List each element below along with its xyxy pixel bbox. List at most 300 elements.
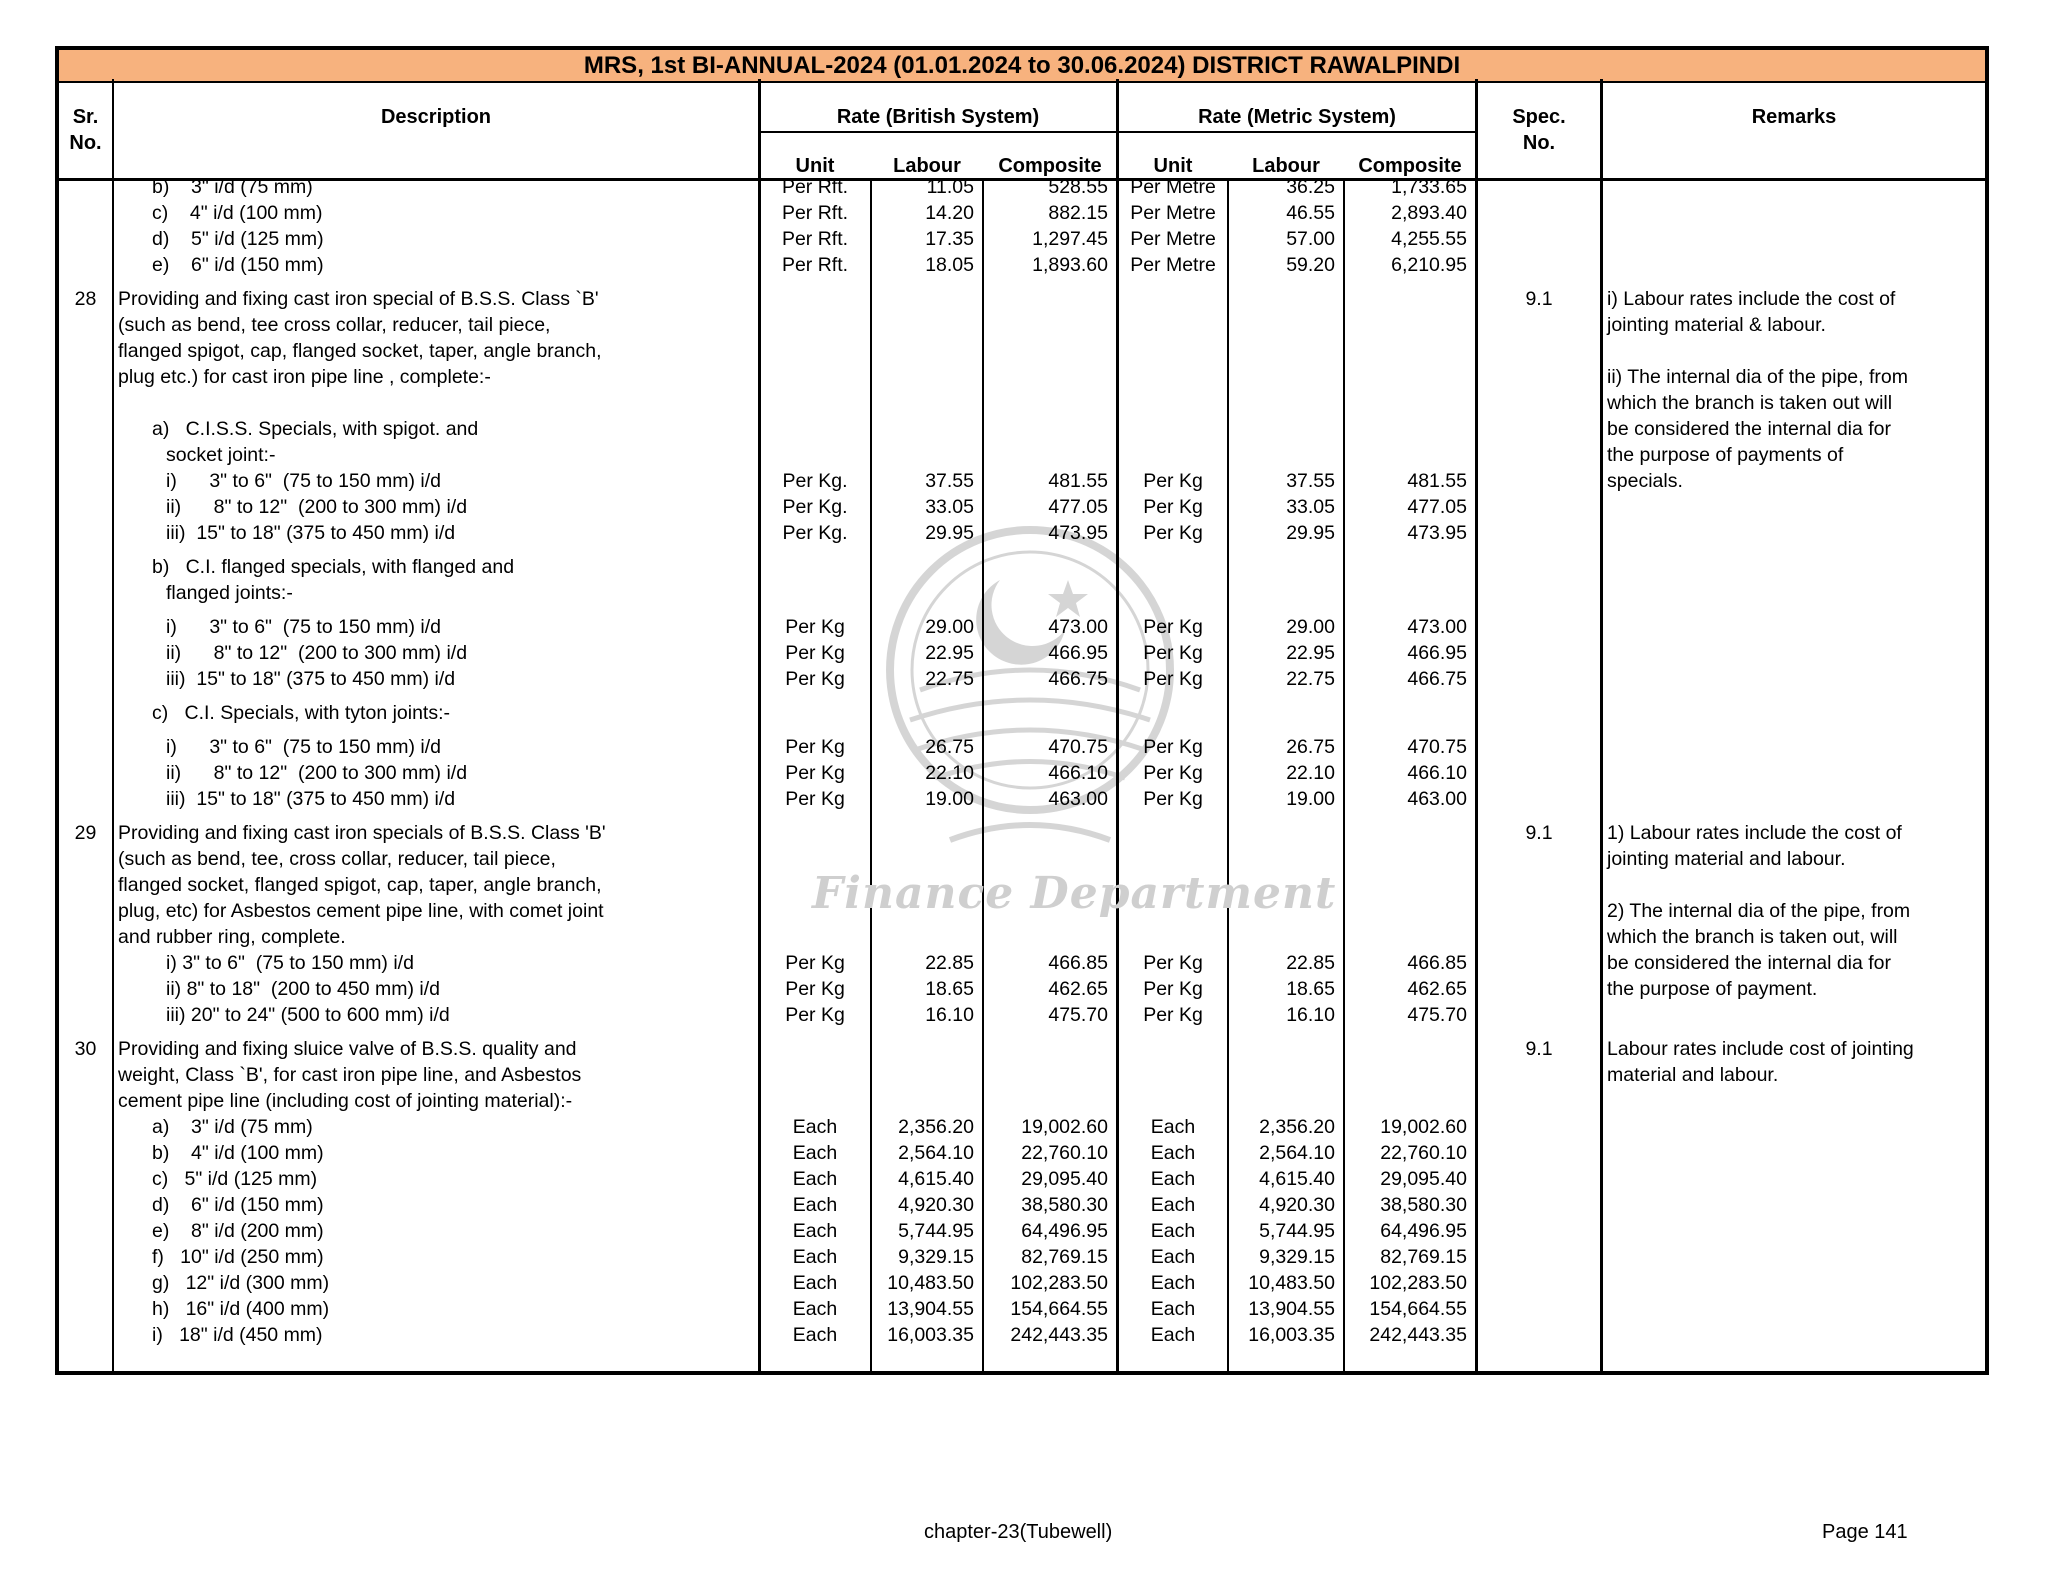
row-description: weight, Class `B', for cast iron pipe line, and Asbestos (118, 1064, 582, 1086)
row-remarks: 1) Labour rates include the cost of (1607, 822, 1902, 844)
row-ub: Per Kg. (782, 470, 848, 492)
row-spec (1478, 1140, 1600, 1166)
row-cm: 242,443.35 (1369, 1324, 1467, 1346)
row-lm (1229, 442, 1335, 468)
row-cm (1345, 924, 1467, 950)
row-cm (1345, 1088, 1467, 1114)
row-cm: 466.85 (1407, 952, 1467, 974)
row-cm: 2,893.40 (1391, 202, 1467, 224)
row-description: iii) 15" to 18" (375 to 450 mm) i/d (166, 522, 456, 544)
row-spec (1478, 468, 1600, 494)
row-remarks: Labour rates include cost of jointing (1607, 1038, 1914, 1060)
row-spec (1478, 1114, 1600, 1140)
row-spec (1478, 872, 1600, 898)
page-title: MRS, 1st BI-ANNUAL-2024 (01.01.2024 to 30.06.2024) DISTRICT RAWALPINDI (59, 50, 1985, 83)
row-lm (1229, 390, 1335, 416)
row-lm: 57.00 (1286, 228, 1335, 250)
row-cb: 82,769.15 (1021, 1246, 1108, 1268)
row-ub: Each (792, 1220, 838, 1242)
row-spec (1478, 252, 1600, 278)
row-description: h) 16" i/d (400 mm) (152, 1298, 330, 1320)
row-lb (872, 364, 974, 390)
row-remarks: which the branch is taken out, will (1607, 926, 1898, 948)
row-description: d) 5" i/d (125 mm) (152, 228, 324, 250)
row-lm: 16.10 (1286, 1004, 1335, 1026)
row-description: c) 5" i/d (125 mm) (152, 1168, 318, 1190)
row-ub (760, 338, 870, 364)
row-remarks: be considered the internal dia for (1607, 418, 1892, 440)
row-um (1119, 286, 1227, 312)
row-cb (984, 390, 1108, 416)
row-sr (59, 1088, 112, 1114)
row-cb (984, 872, 1108, 898)
row-um: Each (1150, 1246, 1196, 1268)
row-remarks: jointing material and labour. (1607, 848, 1846, 870)
row-lm (1229, 364, 1335, 390)
header-divider (760, 131, 1476, 133)
row-um (1119, 442, 1227, 468)
row-ub: Per Kg (785, 668, 845, 690)
row-description: and rubber ring, complete. (118, 926, 346, 948)
row-cb: 29,095.40 (1021, 1168, 1108, 1190)
row-ub: Each (792, 1298, 838, 1320)
row-um (1119, 390, 1227, 416)
row-spec: 9.1 (1525, 288, 1553, 310)
row-sr (59, 1296, 112, 1322)
row-description: ii) 8" to 12" (200 to 300 mm) i/d (166, 642, 468, 664)
row-lb (872, 442, 974, 468)
row-sr (59, 252, 112, 278)
row-cm: 473.00 (1407, 616, 1467, 638)
row-cm: 481.55 (1407, 470, 1467, 492)
row-lb (872, 1062, 974, 1088)
row-cb: 473.00 (1048, 616, 1108, 638)
row-cb: 481.55 (1048, 470, 1108, 492)
row-cb: 19,002.60 (1021, 1116, 1108, 1138)
row-um: Per Kg (1143, 1004, 1203, 1026)
row-cb (984, 554, 1108, 580)
row-ub (760, 416, 870, 442)
row-ub: Per Kg (785, 1004, 845, 1026)
row-sr (59, 312, 112, 338)
row-cb: 462.65 (1048, 978, 1108, 1000)
row-lb: 13,904.55 (887, 1298, 974, 1320)
row-description: i) 3" to 6" (75 to 150 mm) i/d (166, 616, 442, 638)
row-lm: 22.95 (1286, 642, 1335, 664)
row-lb (872, 416, 974, 442)
row-cm (1345, 338, 1467, 364)
row-ub: Each (792, 1324, 838, 1346)
row-cb (984, 1088, 1108, 1114)
row-lm: 10,483.50 (1248, 1272, 1335, 1294)
row-cm: 22,760.10 (1380, 1142, 1467, 1164)
row-lb (872, 872, 974, 898)
row-description: b) 3" i/d (75 mm) (152, 176, 313, 198)
row-sr (59, 580, 112, 606)
row-remarks: i) Labour rates include the cost of (1607, 288, 1896, 310)
row-lm (1229, 846, 1335, 872)
row-description: (such as bend, tee, cross collar, reducer, tail piece, (118, 848, 556, 870)
row-lb: 22.85 (925, 952, 974, 974)
row-cm (1345, 286, 1467, 312)
row-ub: Per Kg (785, 616, 845, 638)
row-um: Per Kg (1143, 788, 1203, 810)
row-sr (59, 734, 112, 760)
row-lb (872, 554, 974, 580)
row-cm: 19,002.60 (1380, 1116, 1467, 1138)
row-spec (1478, 364, 1600, 390)
row-lb: 22.10 (925, 762, 974, 784)
row-description: flanged joints:- (166, 582, 293, 604)
row-lb (872, 1088, 974, 1114)
row-spec (1478, 950, 1600, 976)
row-um (1119, 898, 1227, 924)
row-um (1119, 338, 1227, 364)
row-lm: 26.75 (1286, 736, 1335, 758)
row-lb: 22.75 (925, 668, 974, 690)
row-spec (1478, 200, 1600, 226)
row-cb: 154,664.55 (1010, 1298, 1108, 1320)
row-sr (59, 1218, 112, 1244)
row-cm: 466.75 (1407, 668, 1467, 690)
row-lm: 2,564.10 (1259, 1142, 1335, 1164)
row-ub: Per Rft. (781, 176, 849, 198)
row-um: Per Kg (1143, 762, 1203, 784)
row-sr (59, 924, 112, 950)
row-spec (1478, 580, 1600, 606)
col-divider (1600, 79, 1603, 1375)
row-cb (984, 442, 1108, 468)
row-um (1119, 700, 1227, 726)
row-lm (1229, 820, 1335, 846)
col-divider (112, 79, 114, 1375)
row-spec (1478, 976, 1600, 1002)
row-cb: 466.75 (1048, 668, 1108, 690)
watermark-text: Finance Department (812, 868, 1337, 919)
row-cm: 473.95 (1407, 522, 1467, 544)
row-sr (59, 786, 112, 812)
row-lm (1229, 924, 1335, 950)
row-spec (1478, 312, 1600, 338)
row-spec (1478, 1218, 1600, 1244)
row-sr (59, 520, 112, 546)
row-cm (1345, 872, 1467, 898)
row-sr (59, 364, 112, 390)
row-cm (1345, 364, 1467, 390)
row-lm: 36.25 (1286, 176, 1335, 198)
row-description: plug etc.) for cast iron pipe line , complete:- (118, 366, 491, 388)
row-ub: Per Kg (785, 642, 845, 664)
row-ub: Each (792, 1142, 838, 1164)
row-lb: 16.10 (925, 1004, 974, 1026)
row-um: Each (1150, 1220, 1196, 1242)
row-um (1119, 872, 1227, 898)
row-ub (760, 364, 870, 390)
row-cm: 466.95 (1407, 642, 1467, 664)
row-cm (1345, 580, 1467, 606)
row-um: Per Metre (1130, 202, 1216, 224)
row-remarks: which the branch is taken out will (1607, 392, 1893, 414)
row-cb: 466.95 (1048, 642, 1108, 664)
row-um: Per Kg (1143, 522, 1203, 544)
row-description: f) 10" i/d (250 mm) (152, 1246, 324, 1268)
row-ub (760, 872, 870, 898)
row-lm: 4,615.40 (1259, 1168, 1335, 1190)
row-cm: 470.75 (1407, 736, 1467, 758)
row-spec (1478, 174, 1600, 200)
row-description: flanged spigot, cap, flanged socket, taper, angle branch, (118, 340, 602, 362)
row-spec (1478, 226, 1600, 252)
row-ub (760, 1088, 870, 1114)
row-description: Providing and fixing sluice valve of B.S.S. quality and (118, 1038, 577, 1060)
row-sr (59, 442, 112, 468)
row-ub (760, 390, 870, 416)
row-lm (1229, 416, 1335, 442)
row-lb (872, 338, 974, 364)
row-ub (760, 312, 870, 338)
row-lm: 9,329.15 (1259, 1246, 1335, 1268)
row-lb (872, 312, 974, 338)
row-sr: 28 (74, 288, 97, 310)
header-rate-british: Rate (British System) (836, 106, 1040, 128)
row-sr (59, 1192, 112, 1218)
row-um: Each (1150, 1116, 1196, 1138)
row-lm: 18.65 (1286, 978, 1335, 1000)
row-lb (872, 580, 974, 606)
header-composite-british: Composite (998, 155, 1102, 177)
row-description: socket joint:- (166, 444, 276, 466)
row-lb: 4,615.40 (898, 1168, 974, 1190)
row-sr (59, 1270, 112, 1296)
row-um: Each (1150, 1168, 1196, 1190)
row-um: Per Kg (1143, 616, 1203, 638)
row-cm: 102,283.50 (1369, 1272, 1467, 1294)
header-rate-metric: Rate (Metric System) (1198, 106, 1396, 128)
row-cm: 466.10 (1407, 762, 1467, 784)
row-ub: Each (792, 1194, 838, 1216)
row-cb: 242,443.35 (1010, 1324, 1108, 1346)
row-lm (1229, 898, 1335, 924)
row-cm (1345, 554, 1467, 580)
row-um (1119, 924, 1227, 950)
row-ub (760, 1036, 870, 1062)
row-spec (1478, 1002, 1600, 1028)
row-remarks: material and labour. (1607, 1064, 1779, 1086)
row-sr (59, 554, 112, 580)
row-ub (760, 1062, 870, 1088)
row-lb: 29.95 (925, 522, 974, 544)
row-cb: 466.85 (1048, 952, 1108, 974)
row-cb: 466.10 (1048, 762, 1108, 784)
row-ub: Per Kg (785, 762, 845, 784)
row-cm: 1,733.65 (1391, 176, 1467, 198)
row-spec (1478, 1062, 1600, 1088)
row-lm: 4,920.30 (1259, 1194, 1335, 1216)
row-spec (1478, 846, 1600, 872)
row-lb (872, 898, 974, 924)
row-sr (59, 1244, 112, 1270)
row-cm (1345, 390, 1467, 416)
row-lm (1229, 1036, 1335, 1062)
row-lb: 37.55 (925, 470, 974, 492)
row-lb (872, 924, 974, 950)
row-lm (1229, 286, 1335, 312)
row-description: iii) 15" to 18" (375 to 450 mm) i/d (166, 788, 456, 810)
row-sr: 29 (74, 822, 97, 844)
row-description: e) 8" i/d (200 mm) (152, 1220, 324, 1242)
row-sr: 30 (74, 1038, 97, 1060)
row-sr (59, 666, 112, 692)
row-sr (59, 390, 112, 416)
row-cb: 470.75 (1048, 736, 1108, 758)
row-lm: 59.20 (1286, 254, 1335, 276)
row-description: plug, etc) for Asbestos cement pipe line, with comet joint (118, 900, 604, 922)
row-cb (984, 286, 1108, 312)
row-cm: 29,095.40 (1380, 1168, 1467, 1190)
row-description: i) 18" i/d (450 mm) (152, 1324, 323, 1346)
row-lb: 29.00 (925, 616, 974, 638)
row-cb: 475.70 (1048, 1004, 1108, 1026)
row-lb (872, 1036, 974, 1062)
row-um (1119, 554, 1227, 580)
header-unit-metric: Unit (1153, 155, 1193, 177)
header-remarks: Remarks (1751, 106, 1837, 128)
row-lm: 33.05 (1286, 496, 1335, 518)
row-spec (1478, 614, 1600, 640)
header-spec: Spec. (1512, 106, 1566, 128)
row-lb (872, 846, 974, 872)
row-lm (1229, 1062, 1335, 1088)
row-cb (984, 820, 1108, 846)
row-remarks: the purpose of payments of (1607, 444, 1844, 466)
row-description: a) C.I.S.S. Specials, with spigot. and (152, 418, 479, 440)
row-sr (59, 174, 112, 200)
row-spec (1478, 554, 1600, 580)
footer-page-number: Page 141 (1822, 1521, 1908, 1543)
row-sr (59, 614, 112, 640)
row-lm (1229, 338, 1335, 364)
row-cb: 38,580.30 (1021, 1194, 1108, 1216)
row-cb: 882.15 (1048, 202, 1108, 224)
row-um: Per Metre (1130, 254, 1216, 276)
row-spec (1478, 1296, 1600, 1322)
row-um: Each (1150, 1324, 1196, 1346)
row-lb: 2,564.10 (898, 1142, 974, 1164)
row-sr (59, 1062, 112, 1088)
row-sr (59, 338, 112, 364)
row-description: ii) 8" to 18" (200 to 450 mm) i/d (166, 978, 440, 1000)
row-ub: Per Kg (785, 978, 845, 1000)
row-sr (59, 872, 112, 898)
row-cb (984, 364, 1108, 390)
row-um (1119, 416, 1227, 442)
row-ub (760, 554, 870, 580)
row-um: Per Kg (1143, 736, 1203, 758)
header-description: Description (380, 106, 492, 128)
header-sr-no: No. (69, 132, 102, 154)
row-um (1119, 820, 1227, 846)
row-ub: Per Kg (785, 952, 845, 974)
row-ub: Each (792, 1246, 838, 1268)
row-ub: Per Kg. (782, 522, 848, 544)
row-ub (760, 286, 870, 312)
row-lm: 22.75 (1286, 668, 1335, 690)
row-remarks: ii) The internal dia of the pipe, from (1607, 366, 1908, 388)
row-spec (1478, 760, 1600, 786)
row-cm: 154,664.55 (1369, 1298, 1467, 1320)
row-um: Each (1150, 1142, 1196, 1164)
row-um (1119, 312, 1227, 338)
row-spec (1478, 1244, 1600, 1270)
row-description: (such as bend, tee cross collar, reducer, tail piece, (118, 314, 551, 336)
row-ub (760, 580, 870, 606)
row-description: i) 3" to 6" (75 to 150 mm) i/d (166, 736, 442, 758)
row-spec (1478, 700, 1600, 726)
header-labour-british: Labour (893, 155, 961, 177)
row-ub: Per Kg (785, 788, 845, 810)
row-lm: 13,904.55 (1248, 1298, 1335, 1320)
row-lm: 22.10 (1286, 762, 1335, 784)
row-cb (984, 1062, 1108, 1088)
row-cb (984, 898, 1108, 924)
row-description: b) C.I. flanged specials, with flanged and (152, 556, 515, 578)
row-lm: 5,744.95 (1259, 1220, 1335, 1242)
row-ub: Per Rft. (781, 202, 849, 224)
row-lb: 19.00 (925, 788, 974, 810)
row-cb (984, 700, 1108, 726)
row-spec: 9.1 (1525, 822, 1553, 844)
row-lm: 2,356.20 (1259, 1116, 1335, 1138)
row-lm: 29.95 (1286, 522, 1335, 544)
row-cm (1345, 846, 1467, 872)
row-cm (1345, 898, 1467, 924)
row-remarks: jointing material & labour. (1607, 314, 1826, 336)
row-cm (1345, 442, 1467, 468)
row-sr (59, 640, 112, 666)
row-um: Per Kg (1143, 668, 1203, 690)
row-cm (1345, 312, 1467, 338)
row-spec (1478, 898, 1600, 924)
row-cb: 1,893.60 (1032, 254, 1108, 276)
row-lm (1229, 554, 1335, 580)
row-description: ii) 8" to 12" (200 to 300 mm) i/d (166, 762, 468, 784)
row-cb: 22,760.10 (1021, 1142, 1108, 1164)
row-remarks: the purpose of payment. (1607, 978, 1818, 1000)
row-spec (1478, 390, 1600, 416)
row-description: g) 12" i/d (300 mm) (152, 1272, 330, 1294)
row-lm (1229, 312, 1335, 338)
row-description: flanged socket, flanged spigot, cap, taper, angle branch, (118, 874, 602, 896)
row-lm (1229, 872, 1335, 898)
row-cm: 6,210.95 (1391, 254, 1467, 276)
row-lb: 14.20 (925, 202, 974, 224)
row-cm (1345, 416, 1467, 442)
row-spec (1478, 1322, 1600, 1348)
row-lb: 16,003.35 (887, 1324, 974, 1346)
row-sr (59, 1140, 112, 1166)
row-lm: 46.55 (1286, 202, 1335, 224)
row-spec (1478, 338, 1600, 364)
row-um: Per Metre (1130, 176, 1216, 198)
row-lb (872, 700, 974, 726)
row-description: Providing and fixing cast iron special of B.S.S. Class `B' (118, 288, 599, 310)
row-cm: 475.70 (1407, 1004, 1467, 1026)
row-sr (59, 700, 112, 726)
row-cb (984, 580, 1108, 606)
row-sr (59, 494, 112, 520)
footer-chapter: chapter-23(Tubewell) (924, 1521, 1113, 1543)
row-um (1119, 1062, 1227, 1088)
